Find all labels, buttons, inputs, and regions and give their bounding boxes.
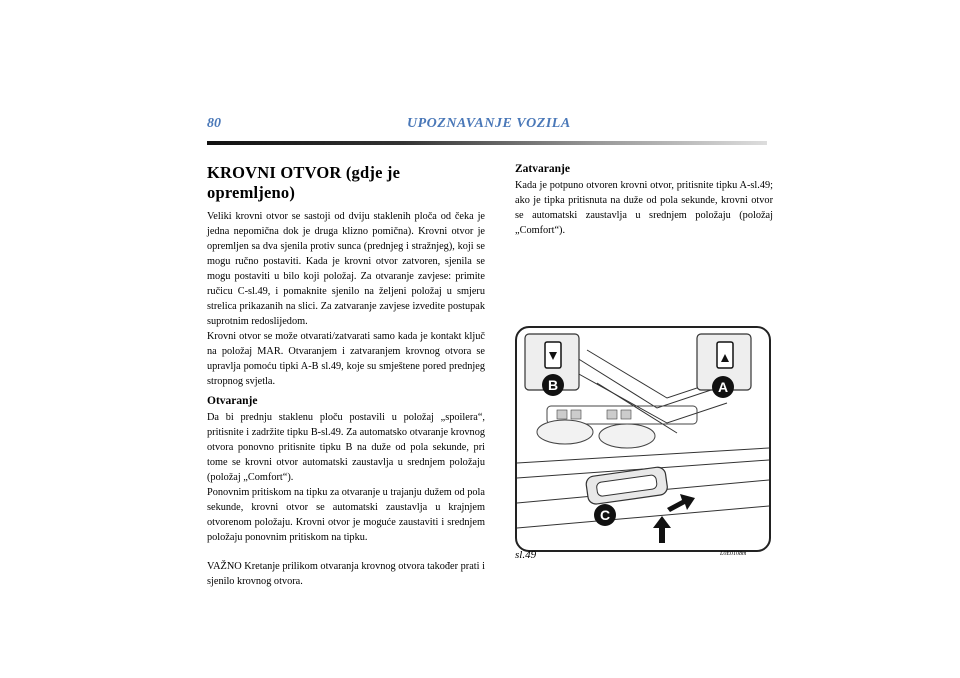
spacer [207,545,485,559]
sunroof-figure [515,326,771,552]
page-header [207,116,767,140]
label-a: A [717,379,729,395]
paragraph-opening: Da bi prednju staklenu ploču postavili u položaj „spoilera“, pritisnite i zadržite tipku B-sl.49. Za automatsko otvaranje krovnog otvora ponovno pritisnite tipku B na duže od pola sekunde, pri tome se krovni otvor automatski zaustavlja u srednjem položaju (položaj „Comfort“). [207,412,485,483]
subtitle-opening: Otvaranje [207,395,258,407]
left-column [207,163,485,589]
figure-code: L0E0108m [720,551,747,557]
dome-light-right [599,424,655,448]
article-title: KROVNI OTVOR (gdje je opremljeno) [207,163,401,202]
figure-caption: sl.49 [515,549,537,561]
subtitle-closing: Zatvaranje [515,163,570,175]
label-c: C [599,507,611,523]
paragraph-important: VAŽNO Kretanje prilikom otvaranja krovnog otvora također prati i sjenilo krovnog otvora. [207,561,485,587]
arrow-right-icon [667,494,695,512]
section-title: UPOZNAVANJE VOZILA [407,116,571,131]
header-rule [207,141,767,145]
right-column [515,157,773,238]
arrow-up-icon [653,516,671,543]
paragraph-opening-2: Ponovnim pritiskom na tipku za otvaranje u trajanju dužem od pola sekunde, krovni otvor se automatski zaustavlja u krajnjem otvorenom položaju. Krovni otvor je moguće zaustaviti i srednjem položaju ponovnim pritiskom na tipku. [207,487,485,543]
paragraph-intro: Veliki krovni otvor se sastoji od dviju staklenih ploča od čeka je jedna nepomična dok je druga klizno pomična). Krovni otvor je opremljen sa dva sjenila protiv sunca (prednjeg i stražnjeg), koji se mogu ručno postaviti. Kada je krovni otvor zatvoren, sjenila se mogu postaviti u bilo koji položaj. Za otvaranje zavjese: primite ručicu C-sl.49, i pomaknite sjenilo na željeni položaj u smjeru strelica prikazanih na slici. Za zatvaranje zavjese izvedite postupak suprotnim redoslijedom. [207,211,485,327]
page-number: 80 [207,116,221,131]
paragraph-closing: Kada je potpuno otvoren krovni otvor, pritisnite tipku A-sl.49; ako je tipka pritisnuta na duže od pola sekunde, krovni otvor se automatski zaustavlja u srednjem položaju (položaj „Comfort“). [515,180,773,236]
dome-light-left [537,420,593,444]
label-b: B [547,377,559,393]
paragraph-operation: Krovni otvor se može otvarati/zatvarati samo kada je kontakt ključ na položaj MAR. Otvaranjem i zatvaranjem krovnog otvora se upravlja pomoću tipki A-B sl.49, koje su smještene pored prednjeg stropnog svjetla. [207,331,485,387]
sunroof-illustration [517,328,769,550]
